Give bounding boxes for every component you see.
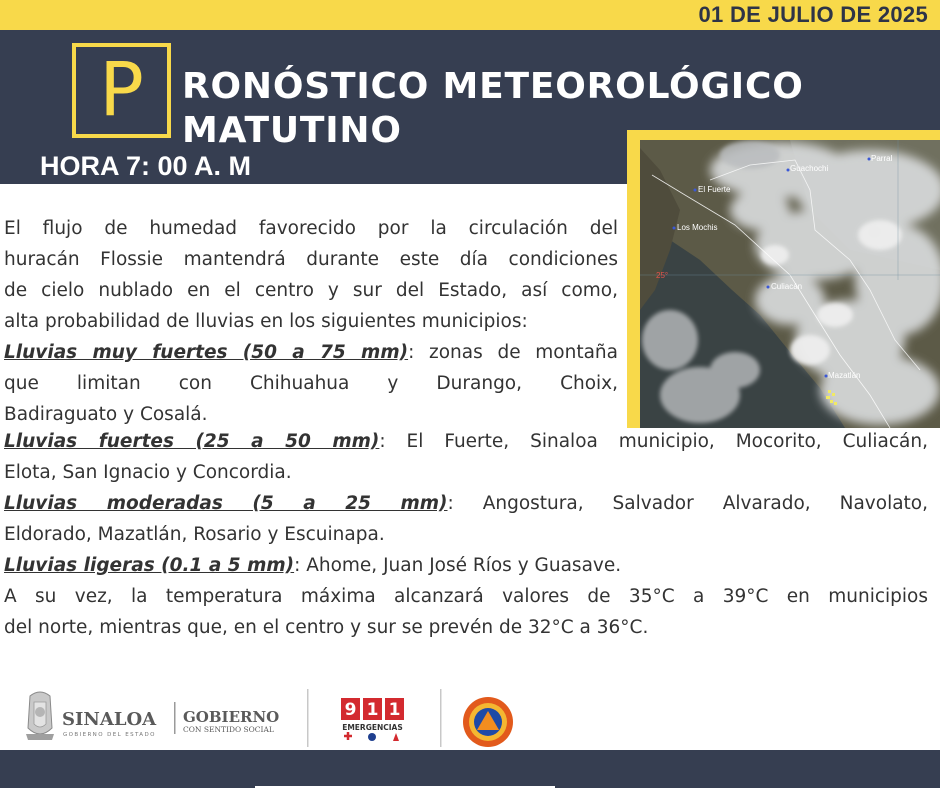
- police-icon: [368, 733, 376, 741]
- sat-label-los-mochis: Los Mochis: [677, 223, 718, 232]
- intro-line-3: de cielo nublado en el centro y sur del Estado, así como,: [4, 280, 618, 301]
- temperature-line-1: A su vez, la temperatura máxima alcanzará valores de 35°C a 39°C en municipios: [4, 586, 928, 607]
- moderate-rain-label: Lluvias moderadas (5 a 25 mm): [4, 493, 448, 514]
- date-text: 01 DE JULIO DE 2025: [698, 2, 928, 27]
- sat-label-mazatlan: Mazatlán: [828, 371, 861, 380]
- emergency-label: EMERGENCIAS: [342, 723, 403, 732]
- very-heavy-rain-text-1: : zonas de montaña: [408, 342, 618, 363]
- red-cross-icon: [344, 732, 352, 740]
- satellite-image: [640, 140, 940, 428]
- emergency-911-logo: [341, 698, 404, 741]
- heavy-rain-line-2: Elota, San Ignacio y Concordia.: [4, 462, 292, 483]
- civil-protection-seal-icon: [463, 697, 513, 747]
- forecast-hour: HORA 7: 00 A. M: [40, 151, 252, 181]
- moderate-rain-text-1: : Angostura, Salvador Alvarado, Navolato,: [447, 493, 928, 514]
- light-rain-text-1: : Ahome, Juan José Ríos y Guasave.: [294, 555, 622, 576]
- gobierno-wordmark: GOBIERNO: [183, 708, 280, 726]
- heavy-rain-line-1: [4, 426, 928, 457]
- emergency-digit-2: 1: [366, 700, 379, 720]
- title-initial: P: [99, 47, 144, 133]
- sat-label-parral: Parral: [871, 154, 893, 163]
- title-line-1: RONÓSTICO METEOROLÓGICO: [182, 66, 804, 107]
- light-rain-label: Lluvias ligeras (0.1 a 5 mm): [4, 555, 295, 576]
- sat-label-latitude: 25°: [656, 271, 669, 280]
- title-initial-box: [72, 43, 171, 138]
- very-heavy-rain-label: Lluvias muy fuertes (50 a 75 mm): [4, 342, 409, 363]
- heavy-rain-label: Lluvias fuertes (25 a 50 mm): [4, 431, 380, 452]
- gobierno-subtitle: CON SENTIDO SOCIAL: [183, 725, 274, 734]
- heavy-rain-text-1: : El Fuerte, Sinaloa municipio, Mocorito, Culiacán,: [379, 431, 928, 452]
- sat-label-guachochi: Guachochi: [790, 164, 829, 173]
- moderate-rain-line-2: Eldorado, Mazatlán, Rosario y Escuinapa.: [4, 524, 385, 545]
- fire-icon: [393, 733, 399, 741]
- intro-line-1: El flujo de humedad favorecido por la circulación del: [4, 218, 618, 239]
- temperature-line-2: del norte, mientras que, en el centro y sur se prevén de 32°C a 36°C.: [4, 617, 649, 638]
- sat-label-el-fuerte: El Fuerte: [698, 185, 731, 194]
- intro-line-2: huracán Flossie mantendrá durante este día condiciones: [4, 249, 618, 270]
- intro-line-4: alta probabilidad de lluvias en los siguientes municipios:: [4, 311, 528, 332]
- date-bar: [0, 0, 940, 30]
- emergency-digit-1: 9: [344, 700, 357, 720]
- footer-bar: [0, 750, 940, 788]
- sat-label-culiacan: Culiacán: [771, 282, 803, 291]
- light-rain-line-1: [4, 550, 928, 581]
- sinaloa-wordmark: SINALOA: [62, 709, 157, 730]
- title-line-2: MATUTINO: [182, 110, 402, 151]
- footer-logos: [0, 684, 940, 750]
- moderate-rain-line-1: [4, 488, 928, 519]
- very-heavy-rain-line-2: que limitan con Chihuahua y Durango, Choix,: [4, 373, 618, 394]
- very-heavy-rain-line-1: [4, 337, 618, 368]
- emergency-digit-3: 1: [388, 700, 401, 720]
- sinaloa-subtitle: GOBIERNO DEL ESTADO: [63, 732, 156, 738]
- very-heavy-rain-line-3: Badiraguato y Cosalá.: [4, 404, 208, 425]
- sinaloa-coat-of-arms-icon: [26, 692, 54, 740]
